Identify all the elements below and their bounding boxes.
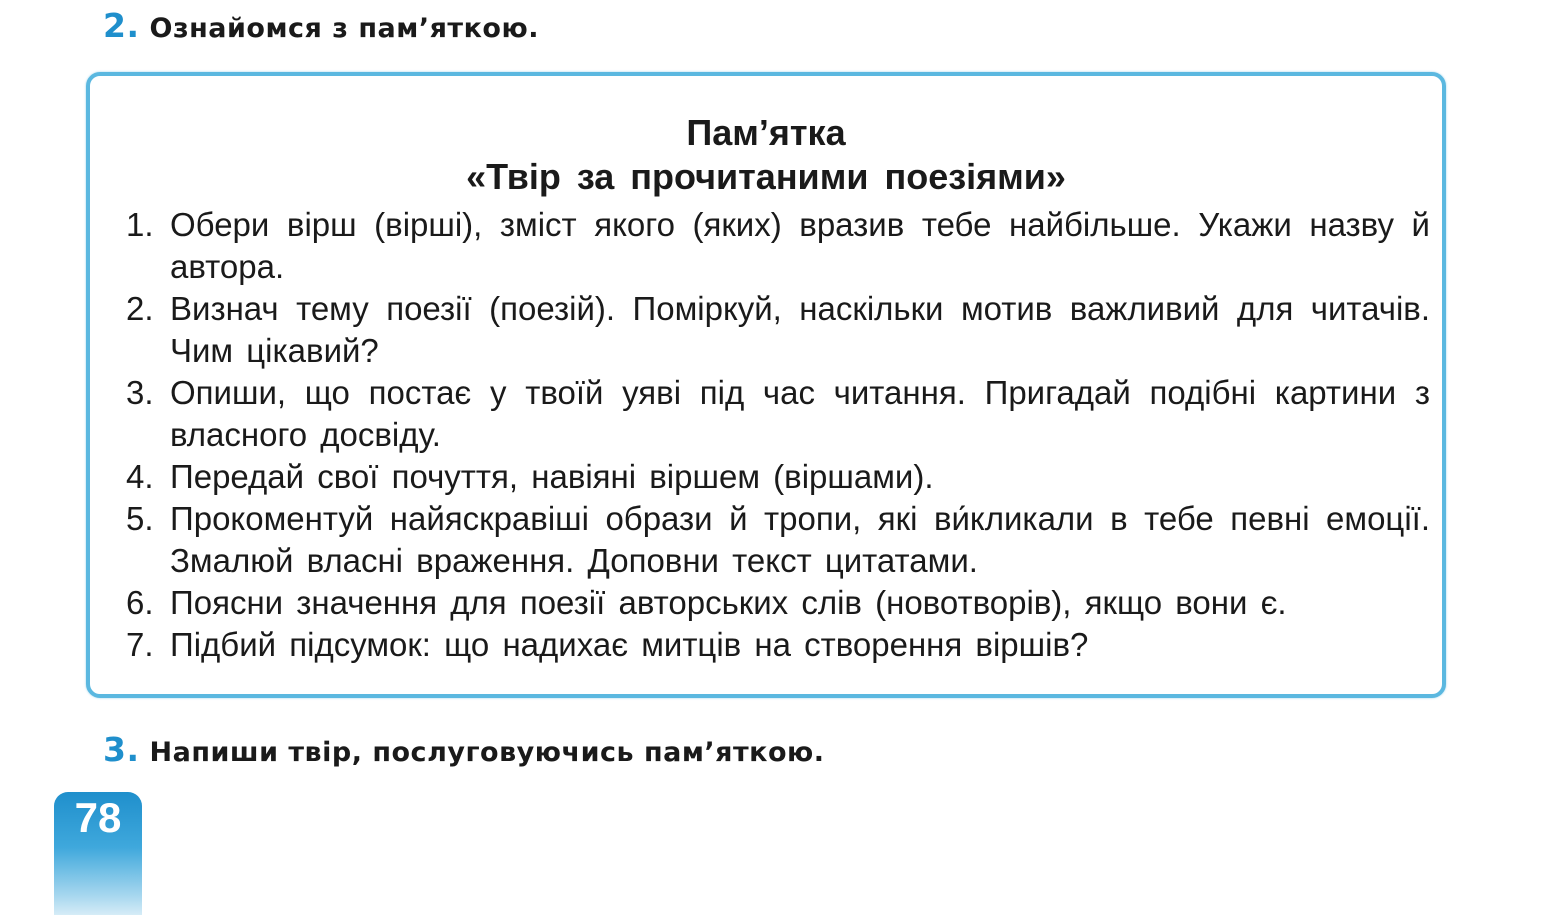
memo-subtitle: «Твір за прочитаними поезіями»	[466, 156, 1066, 197]
memo-item-marker: 4.	[126, 458, 154, 495]
memo-item-text: Обери вірш (вірші), зміст якого (яких) вразив тебе найбільше. Укажи назву й автора.	[170, 206, 1430, 285]
task-2-number: 2.	[103, 6, 140, 45]
memo-item-marker: 2.	[126, 290, 154, 327]
task-2-text: Ознайомся з пам’яткою.	[149, 13, 539, 44]
memo-item-marker: 3.	[126, 374, 154, 411]
memo-item-text: Визнач тему поезії (поезій). Поміркуй, наскільки мотив важливий для читачів. Чим цікавий?	[170, 290, 1430, 369]
memo-item-marker: 7.	[126, 626, 154, 663]
task-2-heading	[103, 6, 539, 45]
memo-item-text: Прокоментуй найяскравіші образи й тропи, які ви́кликали в тебе певні емоції. Змалюй власні враження. Доповни текст цитатами.	[170, 500, 1430, 579]
memo-list-item	[90, 582, 1442, 624]
memo-item-text: Передай свої почуття, навіяні віршем (віршами).	[170, 458, 934, 495]
memo-box	[86, 72, 1446, 698]
page-number: 78	[74, 794, 122, 841]
memo-list-item	[90, 456, 1442, 498]
memo-item-text: Поясни значення для поезії авторських слів (новотворів), якщо вони є.	[170, 584, 1287, 621]
task-3-text: Напиши твір, послуговуючись пам’яткою.	[149, 737, 825, 768]
memo-list-item	[90, 204, 1442, 288]
memo-list-item	[90, 288, 1442, 372]
memo-list-item	[90, 498, 1442, 582]
memo-item-marker: 5.	[126, 500, 154, 537]
task-3-number: 3.	[103, 730, 140, 769]
memo-list-item	[90, 624, 1442, 666]
task-3-heading	[103, 730, 825, 769]
memo-item-marker: 1.	[126, 206, 154, 243]
memo-item-marker: 6.	[126, 584, 154, 621]
memo-title: Пам’ятка	[686, 112, 846, 153]
memo-item-text: Підбий підсумок: що надихає митців на створення віршів?	[170, 626, 1089, 663]
memo-item-text: Опиши, що постає у твоїй уяві під час читання. Пригадай подібні картини з власного досвіду.	[170, 374, 1430, 453]
page-number-tab	[54, 792, 142, 915]
memo-list	[90, 204, 1442, 666]
memo-list-item	[90, 372, 1442, 456]
